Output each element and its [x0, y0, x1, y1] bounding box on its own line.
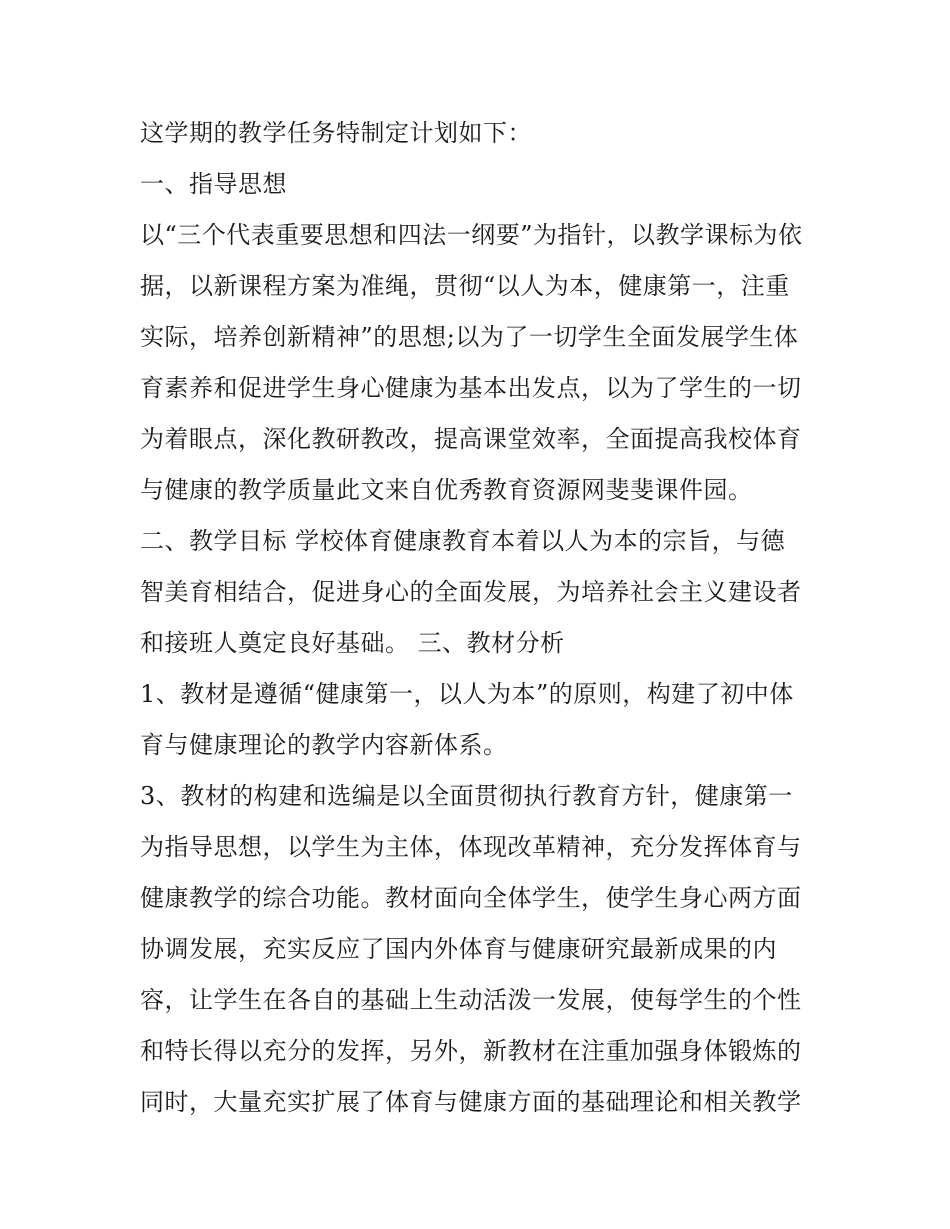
- text-line: 健康教学的综合功能。教材面向全体学生，使学生身心两方面: [140, 884, 802, 912]
- text-line: 据，以新课程方案为准绳，贯彻“以人为本，健康第一，注重: [140, 272, 790, 300]
- text-line: 育素养和促进学生身心健康为基本出发点，以为了学生的一切: [140, 374, 802, 402]
- text-line: 育与健康理论的教学内容新体系。: [140, 731, 508, 759]
- text-line: 和接班人奠定良好基础。 三、教材分析: [140, 629, 565, 657]
- text-line: 与健康的教学质量此文来自优秀教育资源网斐斐课件园。: [140, 476, 753, 504]
- text-line: 智美育相结合，促进身心的全面发展，为培养社会主义建设者: [140, 578, 802, 606]
- text-line: 3、教材的构建和选编是以全面贯彻执行教育方针，健康第一: [140, 782, 793, 810]
- text-line: 容，让学生在各自的基础上生动活泼一发展，使每学生的个性: [140, 986, 802, 1014]
- text-line: 为指导思想，以学生为主体，体现改革精神，充分发挥体育与: [140, 833, 802, 861]
- text-line: 1、教材是遵循“健康第一，以人为本”的原则，构建了初中体: [140, 680, 794, 708]
- text-line: 同时，大量充实扩展了体育与健康方面的基础理论和相关教学: [140, 1088, 802, 1116]
- text-line: 协调发展，充实反应了国内外体育与健康研究最新成果的内: [140, 935, 777, 963]
- text-line: 二、教学目标 学校体育健康教育本着以人为本的宗旨，与德: [140, 527, 786, 555]
- section-heading: 一、指导思想: [140, 170, 287, 198]
- document-body: [140, 108, 812, 1128]
- text-line: 以“三个代表重要思想和四法一纲要”为指针，以教学课标为依: [140, 221, 803, 249]
- text-line: 和特长得以充分的发挥，另外，新教材在注重加强身体锻炼的: [140, 1037, 802, 1065]
- text-line: 这学期的教学任务特制定计划如下：: [140, 119, 532, 147]
- text-line: 实际，培养创新精神”的思想;以为了一切学生全面发展学生体: [140, 323, 799, 351]
- text-line: 为着眼点，深化教研教改，提高课堂效率，全面提高我校体育: [140, 425, 802, 453]
